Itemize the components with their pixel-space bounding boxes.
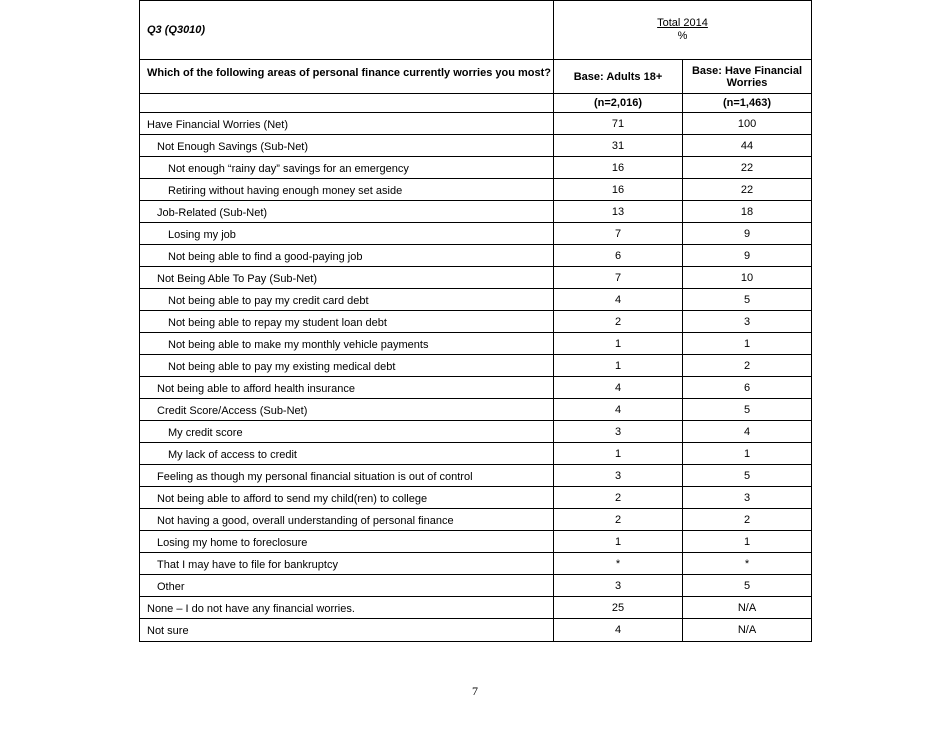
row-label: Feeling as though my personal financial situation is out of control — [140, 465, 554, 487]
row-label: Not being able to pay my credit card debt — [140, 289, 554, 311]
value-have-worries: N/A — [683, 597, 812, 619]
value-adults: 3 — [554, 575, 683, 597]
table-row — [140, 245, 812, 267]
table-row — [140, 465, 812, 487]
row-label: Retiring without having enough money set aside — [140, 179, 554, 201]
value-have-worries: 4 — [683, 421, 812, 443]
value-adults: 3 — [554, 465, 683, 487]
row-label: Not being able to afford to send my child(ren) to college — [140, 487, 554, 509]
header-row — [140, 1, 812, 60]
value-adults: * — [554, 553, 683, 575]
table-row — [140, 355, 812, 377]
value-have-worries: 100 — [683, 113, 812, 135]
row-label: Not being able to repay my student loan debt — [140, 311, 554, 333]
table-row — [140, 443, 812, 465]
question-code: Q3 (Q3010) — [140, 1, 554, 60]
value-adults: 3 — [554, 421, 683, 443]
value-have-worries: 1 — [683, 333, 812, 355]
table-row — [140, 597, 812, 619]
table-row — [140, 267, 812, 289]
base-adults: Base: Adults 18+ — [554, 60, 683, 94]
row-label: Credit Score/Access (Sub-Net) — [140, 399, 554, 421]
survey-table-body — [140, 1, 812, 642]
table-row — [140, 553, 812, 575]
value-have-worries: 44 — [683, 135, 812, 157]
value-have-worries: 1 — [683, 531, 812, 553]
value-have-worries: 1 — [683, 443, 812, 465]
value-adults: 1 — [554, 355, 683, 377]
value-have-worries: 5 — [683, 289, 812, 311]
n-adults: (n=2,016) — [554, 94, 683, 113]
table-row — [140, 421, 812, 443]
value-adults: 16 — [554, 157, 683, 179]
row-label: Job-Related (Sub-Net) — [140, 201, 554, 223]
table-row — [140, 619, 812, 642]
value-adults: 1 — [554, 531, 683, 553]
total-label: Total 2014 — [657, 17, 708, 29]
value-adults: 71 — [554, 113, 683, 135]
table-row — [140, 223, 812, 245]
row-label: Other — [140, 575, 554, 597]
row-label: Not Being Able To Pay (Sub-Net) — [140, 267, 554, 289]
table-row — [140, 377, 812, 399]
value-adults: 16 — [554, 179, 683, 201]
value-adults: 7 — [554, 223, 683, 245]
value-adults: 1 — [554, 333, 683, 355]
total-header — [554, 1, 812, 60]
value-have-worries: * — [683, 553, 812, 575]
value-adults: 4 — [554, 619, 683, 642]
row-label: None – I do not have any financial worries. — [140, 597, 554, 619]
value-adults: 2 — [554, 509, 683, 531]
table-row — [140, 157, 812, 179]
value-have-worries: 22 — [683, 179, 812, 201]
empty-cell — [140, 94, 554, 113]
row-label: Losing my job — [140, 223, 554, 245]
value-adults: 7 — [554, 267, 683, 289]
row-label: Not being able to find a good-paying job — [140, 245, 554, 267]
value-adults: 4 — [554, 399, 683, 421]
value-adults: 4 — [554, 377, 683, 399]
value-adults: 2 — [554, 487, 683, 509]
value-have-worries: 5 — [683, 399, 812, 421]
table-row — [140, 575, 812, 597]
n-have-worries: (n=1,463) — [683, 94, 812, 113]
row-label: Not having a good, overall understanding of personal finance — [140, 509, 554, 531]
table-row — [140, 333, 812, 355]
value-have-worries: 18 — [683, 201, 812, 223]
row-label: Not being able to afford health insurance — [140, 377, 554, 399]
value-have-worries: 9 — [683, 245, 812, 267]
row-label: Not sure — [140, 619, 554, 642]
value-have-worries: 5 — [683, 575, 812, 597]
question-text: Which of the following areas of personal finance currently worries you most? — [147, 66, 552, 79]
value-have-worries: 2 — [683, 355, 812, 377]
value-have-worries: 5 — [683, 465, 812, 487]
value-adults: 25 — [554, 597, 683, 619]
value-have-worries: 10 — [683, 267, 812, 289]
value-adults: 4 — [554, 289, 683, 311]
page-number: 7 — [472, 684, 478, 698]
question-text-cell — [140, 60, 554, 94]
percent-sign: % — [677, 30, 688, 42]
survey-table — [139, 0, 812, 642]
row-label: Not being able to pay my existing medical debt — [140, 355, 554, 377]
table-row — [140, 201, 812, 223]
row-label: My credit score — [140, 421, 554, 443]
value-have-worries: N/A — [683, 619, 812, 642]
table-row — [140, 113, 812, 135]
value-have-worries: 3 — [683, 487, 812, 509]
row-label: Not being able to make my monthly vehicle payments — [140, 333, 554, 355]
question-row — [140, 60, 812, 94]
table-row — [140, 509, 812, 531]
value-adults: 1 — [554, 443, 683, 465]
value-have-worries: 3 — [683, 311, 812, 333]
table-row — [140, 531, 812, 553]
table-row — [140, 179, 812, 201]
table-row — [140, 487, 812, 509]
value-have-worries: 22 — [683, 157, 812, 179]
sample-size-row — [140, 94, 812, 113]
value-adults: 13 — [554, 201, 683, 223]
row-label: Have Financial Worries (Net) — [140, 113, 554, 135]
value-adults: 6 — [554, 245, 683, 267]
row-label: Losing my home to foreclosure — [140, 531, 554, 553]
row-label: Not Enough Savings (Sub-Net) — [140, 135, 554, 157]
value-have-worries: 9 — [683, 223, 812, 245]
value-have-worries: 6 — [683, 377, 812, 399]
value-adults: 2 — [554, 311, 683, 333]
value-adults: 31 — [554, 135, 683, 157]
row-label: That I may have to file for bankruptcy — [140, 553, 554, 575]
row-label: My lack of access to credit — [140, 443, 554, 465]
row-label: Not enough “rainy day” savings for an emergency — [140, 157, 554, 179]
table-row — [140, 135, 812, 157]
table-row — [140, 399, 812, 421]
table-row — [140, 289, 812, 311]
base-have-worries: Base: Have Financial Worries — [683, 60, 812, 94]
table-row — [140, 311, 812, 333]
value-have-worries: 2 — [683, 509, 812, 531]
